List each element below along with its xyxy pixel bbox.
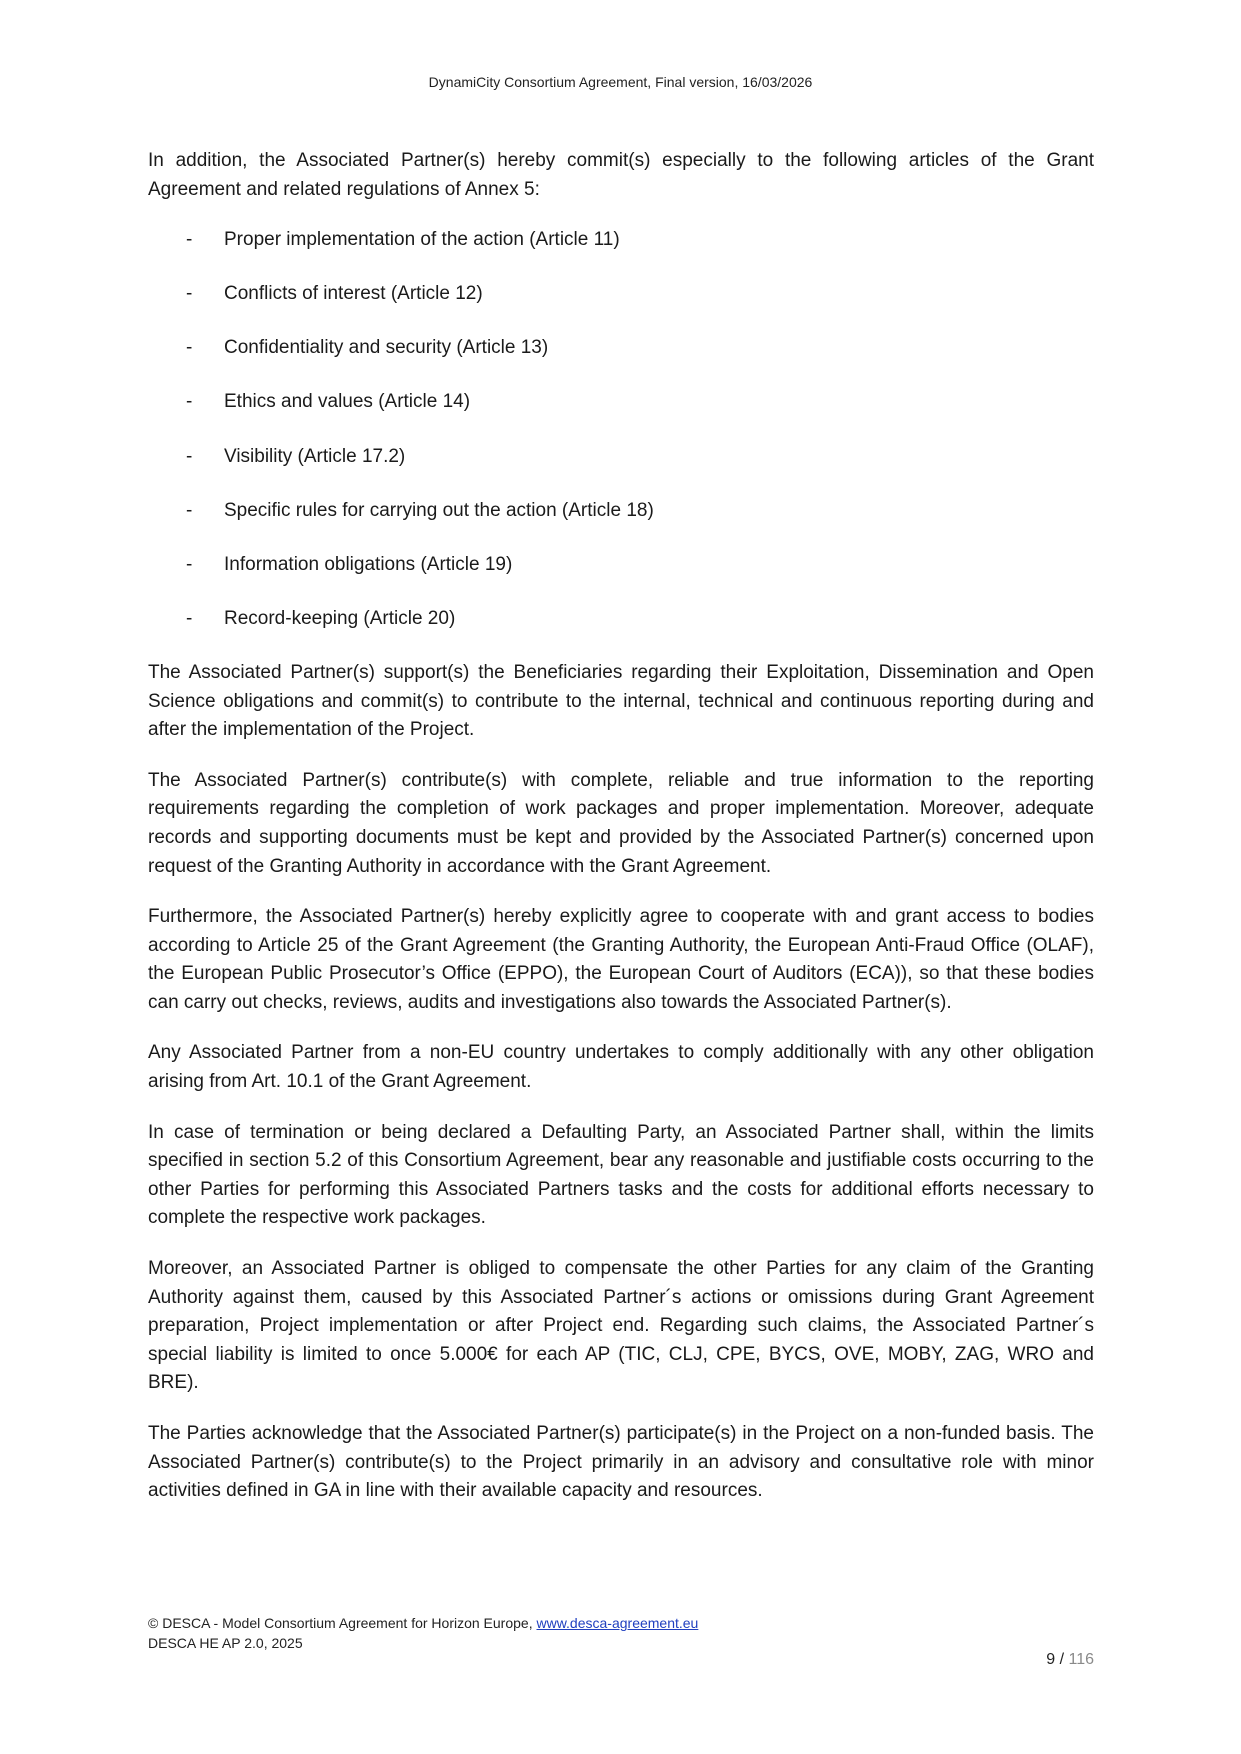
page-total: 116 [1068,1651,1094,1668]
page-separator: / [1055,1651,1069,1668]
bullet-dash: - [186,283,193,305]
list-item-text: Record-keeping (Article 20) [224,607,456,629]
bullet-dash: - [186,337,193,359]
paragraph-termination: In case of termination or being declared a Defaulting Party, an Associated Partner shall, within the limits specified in section 5.2 of this Consortium Agreement, bear any reasonable and justifiable costs occurring to the other Parties for performing this Associated Partners tasks and the costs for additional efforts necessary to complete the respective work packages. [148,1121,1094,1229]
list-item [148,226,1094,255]
list-item-text: Ethics and values (Article 14) [224,391,471,413]
article-list [148,226,1094,633]
bullet-dash: - [186,445,193,467]
list-item [148,605,1094,634]
bullet-dash: - [186,391,193,413]
page-current: 9 [1046,1651,1056,1668]
footer-line-1 [148,1613,698,1633]
list-item [148,388,1094,417]
list-item [148,280,1094,309]
paragraph-non-eu: Any Associated Partner from a non-EU country undertakes to comply additionally with any other obligation arising from Art. 10.1 of the Grant Agreement. [148,1042,1094,1093]
page-body [148,147,1094,1528]
header-text: DynamiCity Consortium Agreement, Final version, 16/03/2026 [428,74,813,90]
list-item-text: Proper implementation of the action (Article 11) [224,229,620,251]
paragraph-non-funded: The Parties acknowledge that the Associated Partner(s) participate(s) in the Project on a non-funded basis. The Associated Partner(s) contribute(s) to the Project primarily in an advisory and consultative role with minor activities defined in GA in line with their available capacity and resources. [148,1423,1094,1502]
list-item [148,551,1094,580]
list-item-text: Information obligations (Article 19) [224,553,513,575]
list-item [148,443,1094,472]
bullet-dash: - [186,607,193,629]
desca-link[interactable]: www.desca-agreement.eu [536,1615,699,1631]
list-item [148,497,1094,526]
page-footer [148,1613,698,1653]
list-item-text: Visibility (Article 17.2) [224,445,406,467]
list-item-text: Confidentiality and security (Article 13) [224,337,549,359]
list-item-text: Conflicts of interest (Article 12) [224,283,483,305]
paragraph-liability: Moreover, an Associated Partner is obliged to compensate the other Parties for any claim of the Granting Authority against them, caused by this Associated Partner´s actions or omissions during Grant Agreement preparation, Project implementation or after Project end. Regarding such claims, the Associated Partner´s special liability is limited to once 5.000€ for each AP (TIC, CLJ, CPE, BYCS, OVE, MOBY, ZAG, WRO and BRE). [148,1258,1094,1394]
page-number [1046,1651,1094,1669]
bullet-dash: - [186,229,193,251]
list-item [148,334,1094,363]
footer-version: DESCA HE AP 2.0, 2025 [148,1635,303,1651]
paragraph-access: Furthermore, the Associated Partner(s) hereby explicitly agree to cooperate with and grant access to bodies according to Article 25 of the Grant Agreement (the Granting Authority, the European Anti-Fraud Office (OLAF), the European Public Prosecutor’s Office (EPPO), the European Court of Auditors (ECA)), so that these bodies can carry out checks, reviews, audits and investigations also towards the Associated Partner(s). [148,906,1094,1013]
intro-paragraph: In addition, the Associated Partner(s) hereby commit(s) especially to the following articles of the Grant Agreement and related regulations of Annex 5: [148,150,1094,200]
paragraph-reporting: The Associated Partner(s) contribute(s) with complete, reliable and true information to the reporting requirements regarding the completion of work packages and proper implementation. Moreover, adequate records and supporting documents must be kept and provided by the Associated Partner(s) concerned upon request of the Granting Authority in accordance with the Grant Agreement. [148,769,1094,877]
paragraph-exploitation: The Associated Partner(s) support(s) the Beneficiaries regarding their Exploitation, Dissemination and Open Science obligations and commit(s) to contribute to the internal, technical and continuous reporting during and after the implementation of the Project. [148,661,1094,741]
list-item-text: Specific rules for carrying out the action (Article 18) [224,499,654,521]
bullet-dash: - [186,499,193,521]
running-header [0,74,1241,90]
bullet-dash: - [186,553,193,575]
footer-copyright: © DESCA - Model Consortium Agreement for Horizon Europe, [148,1615,537,1631]
